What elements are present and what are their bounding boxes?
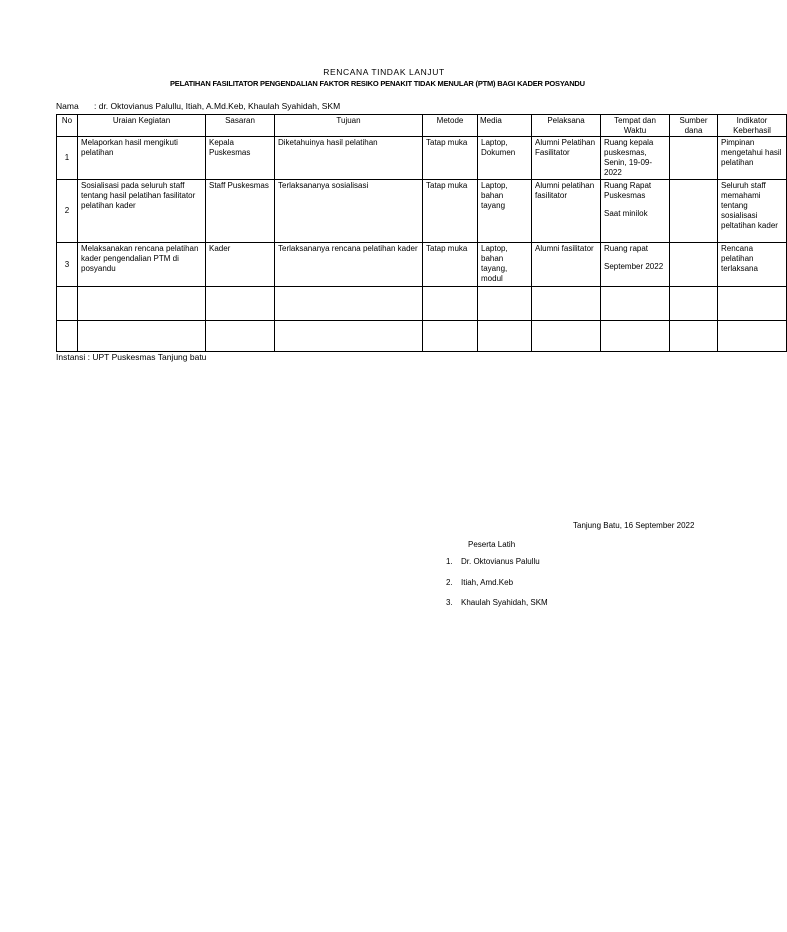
header-pelaksana: Pelaksana [532, 115, 601, 137]
cell-pelaksana: Alumni fasilitator [532, 243, 601, 287]
cell-sumber [670, 243, 718, 287]
cell-sasaran: Staff Puskesmas [206, 180, 275, 243]
header-metode: Metode [423, 115, 478, 137]
document-title: RENCANA TINDAK LANJUT [323, 67, 445, 77]
header-indikator: Indikator Keberhasil [718, 115, 787, 137]
table-row-empty [57, 321, 787, 352]
table-header-row [57, 115, 787, 137]
table-row-empty [57, 287, 787, 321]
cell-tempat [601, 243, 670, 287]
table-row [57, 137, 787, 180]
cell-sumber [670, 180, 718, 243]
cell-tujuan: Diketahuinya hasil pelatihan [275, 137, 423, 180]
cell-media: Laptop, Dokumen [478, 137, 532, 180]
peserta-name: Itiah, Amd.Keb [461, 577, 514, 587]
cell-indikator: Rencana pelatihan terlaksana [718, 243, 787, 287]
cell-tujuan: Terlaksananya rencana pelatihan kader [275, 243, 423, 287]
cell-sasaran: Kepala Puskesmas [206, 137, 275, 180]
cell-tempat-text: Ruang rapat [604, 244, 649, 253]
cell-uraian: Sosialisasi pada seluruh staff tentang hasil pelatihan fasilitator pelatihan kader [78, 180, 206, 243]
cell-uraian: Melaksanakan rencana pelatihan kader pengendalian PTM di posyandu [78, 243, 206, 287]
document-subtitle: PELATIHAN FASILITATOR PENGENDALIAN FAKTOR RESIKO PENAKIT TIDAK MENULAR (PTM) BAGI KADER POSYANDU [170, 79, 585, 88]
cell-tempat [601, 180, 670, 243]
nama-value: : dr. Oktovianus Palullu, Itiah, A.Md.Keb, Khaulah Syahidah, SKM [94, 101, 341, 111]
peserta-title: Peserta Latih [468, 540, 516, 549]
cell-no: 1 [57, 137, 78, 180]
instansi-line: Instansi : UPT Puskesmas Tanjung batu [56, 352, 207, 362]
cell-tujuan: Terlaksananya sosialisasi [275, 180, 423, 243]
cell-indikator: Pimpinan mengetahui hasil pelatihan [718, 137, 787, 180]
header-tempat: Tempat dan Waktu [601, 115, 670, 137]
header-no: No [57, 115, 78, 137]
nama-label: Nama [56, 101, 79, 111]
rencana-table [56, 114, 787, 352]
nama-line [56, 101, 340, 111]
header-tujuan: Tujuan [275, 115, 423, 137]
peserta-name: Khaulah Syahidah, SKM [461, 598, 548, 607]
cell-indikator: Seluruh staff memahami tentang sosialisasi peltatihan kader [718, 180, 787, 243]
cell-sasaran: Kader [206, 243, 275, 287]
cell-sumber [670, 137, 718, 180]
cell-tempat-waktu: Saat minilok [604, 209, 648, 218]
cell-tempat-text: Ruang Rapat Puskesmas [604, 181, 652, 200]
cell-uraian: Melaporkan hasil mengikuti pelatihan [78, 137, 206, 180]
peserta-list [446, 557, 548, 619]
cell-no: 3 [57, 243, 78, 287]
cell-tempat-waktu: September 2022 [604, 262, 664, 271]
cell-metode: Tatap muka [423, 137, 478, 180]
cell-pelaksana: Alumni Pelatihan Fasilitator [532, 137, 601, 180]
list-item: 1. Dr. Oktovianus Palullu [446, 557, 540, 566]
cell-pelaksana: Alumni pelatihan fasilitator [532, 180, 601, 243]
cell-media: Laptop, bahan tayang, modul [478, 243, 532, 287]
header-uraian: Uraian Kegiatan [78, 115, 206, 137]
cell-metode: Tatap muka [423, 243, 478, 287]
cell-tempat-text: Ruang kepala puskesmas, Senin, 19-09-2022 [604, 138, 654, 177]
cell-media: Laptop, bahan tayang [478, 180, 532, 243]
cell-metode: Tatap muka [423, 180, 478, 243]
place-date: Tanjung Batu, 16 September 2022 [573, 521, 695, 530]
list-item: 2. Itiah, Amd.Keb [446, 577, 514, 587]
header-sasaran: Sasaran [206, 115, 275, 137]
header-media: Media [478, 115, 532, 137]
table-row [57, 243, 787, 287]
table-row [57, 180, 787, 243]
cell-no: 2 [57, 180, 78, 243]
peserta-name: Dr. Oktovianus Palullu [461, 557, 540, 566]
header-sumber: Sumber dana [670, 115, 718, 137]
cell-tempat [601, 137, 670, 180]
list-item: 3. Khaulah Syahidah, SKM [446, 598, 548, 607]
